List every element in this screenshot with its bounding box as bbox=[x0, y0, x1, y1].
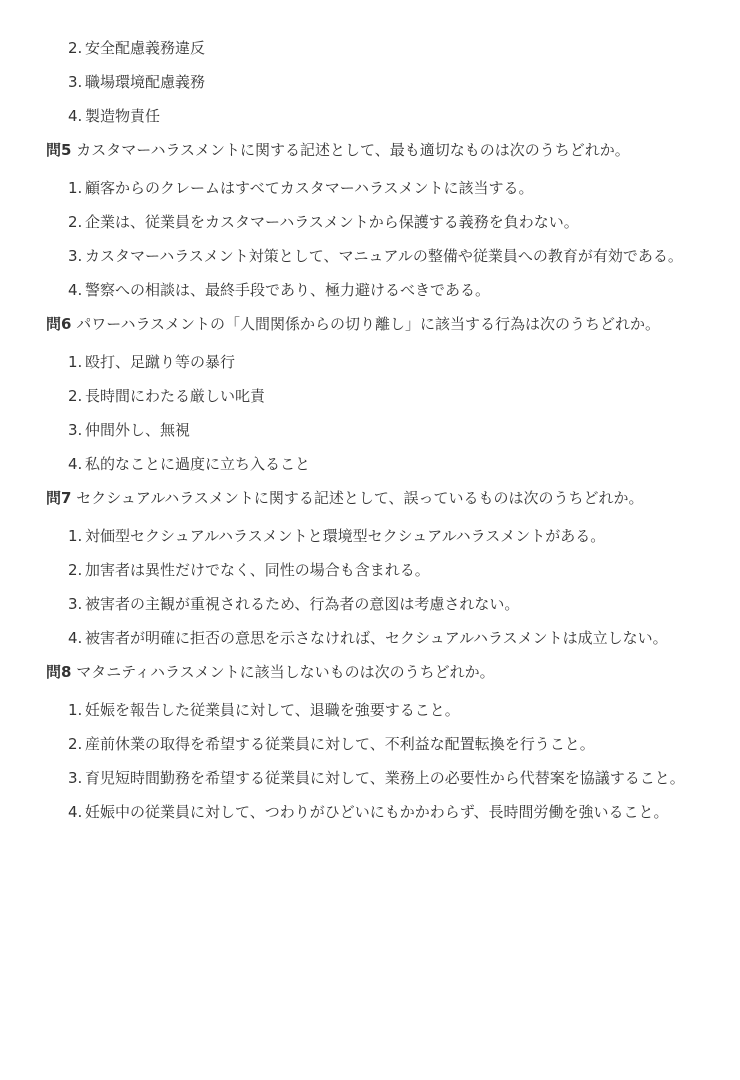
q6-option-list bbox=[46, 348, 710, 478]
question-number: 問6 bbox=[46, 315, 72, 333]
option-text: 企業は、従業員をカスタマーハラスメントから保護する義務を負わない。 bbox=[85, 213, 579, 231]
q4-option-list bbox=[46, 34, 710, 130]
list-item bbox=[68, 590, 710, 618]
option-text: 被害者の主観が重視されるため、行為者の意図は考慮されない。 bbox=[85, 595, 520, 613]
option-text: 製造物責任 bbox=[85, 107, 161, 125]
question-5 bbox=[46, 136, 710, 164]
option-number: 2. bbox=[68, 561, 83, 579]
list-item bbox=[68, 522, 710, 550]
list-item bbox=[68, 730, 710, 758]
list-item bbox=[68, 68, 710, 96]
option-text: 対価型セクシュアルハラスメントと環境型セクシュアルハラスメントがある。 bbox=[85, 527, 606, 545]
option-text: 被害者が明確に拒否の意思を示さなければ、セクシュアルハラスメントは成立しない。 bbox=[85, 629, 668, 647]
list-item bbox=[68, 348, 710, 376]
option-number: 3. bbox=[68, 247, 83, 265]
list-item bbox=[68, 416, 710, 444]
option-text: 加害者は異性だけでなく、同性の場合も含まれる。 bbox=[85, 561, 430, 579]
question-6 bbox=[46, 310, 710, 338]
question-number: 問7 bbox=[46, 489, 72, 507]
list-item bbox=[68, 382, 710, 410]
option-number: 4. bbox=[68, 803, 83, 821]
option-number: 2. bbox=[68, 39, 83, 57]
option-text: 育児短時間勤務を希望する従業員に対して、業務上の必要性から代替案を協議すること。 bbox=[85, 769, 685, 787]
q8-option-list bbox=[46, 696, 710, 826]
list-item bbox=[68, 450, 710, 478]
option-number: 3. bbox=[68, 421, 83, 439]
option-text: 妊娠中の従業員に対して、つわりがひどいにもかかわらず、長時間労働を強いること。 bbox=[85, 803, 669, 821]
option-text: 産前休業の取得を希望する従業員に対して、不利益な配置転換を行うこと。 bbox=[85, 735, 595, 753]
option-number: 2. bbox=[68, 387, 83, 405]
question-number: 問5 bbox=[46, 141, 72, 159]
option-text: 長時間にわたる厳しい叱責 bbox=[85, 387, 266, 405]
list-item bbox=[68, 764, 710, 792]
option-number: 2. bbox=[68, 213, 83, 231]
list-item bbox=[68, 276, 710, 304]
question-number: 問8 bbox=[46, 663, 72, 681]
option-number: 1. bbox=[68, 353, 83, 371]
option-text: 仲間外し、無視 bbox=[85, 421, 191, 439]
option-text: 私的なことに過度に立ち入ること bbox=[85, 455, 311, 473]
option-number: 1. bbox=[68, 179, 83, 197]
option-number: 4. bbox=[68, 281, 83, 299]
question-text: カスタマーハラスメントに関する記述として、最も適切なものは次のうちどれか。 bbox=[76, 141, 630, 159]
list-item bbox=[68, 102, 710, 130]
question-text: パワーハラスメントの「人間関係からの切り離し」に該当する行為は次のうちどれか。 bbox=[76, 315, 661, 333]
list-item bbox=[68, 556, 710, 584]
option-text: 殴打、足蹴り等の暴行 bbox=[85, 353, 236, 371]
option-number: 3. bbox=[68, 595, 83, 613]
option-number: 1. bbox=[68, 527, 83, 545]
question-7 bbox=[46, 484, 710, 512]
list-item bbox=[68, 798, 710, 826]
option-number: 4. bbox=[68, 629, 83, 647]
option-number: 3. bbox=[68, 769, 83, 787]
option-text: 顧客からのクレームはすべてカスタマーハラスメントに該当する。 bbox=[85, 179, 534, 197]
option-text: 妊娠を報告した従業員に対して、退職を強要すること。 bbox=[85, 701, 460, 719]
question-text: セクシュアルハラスメントに関する記述として、誤っているものは次のうちどれか。 bbox=[76, 489, 644, 507]
option-text: カスタマーハラスメント対策として、マニュアルの整備や従業員への教育が有効である。 bbox=[85, 247, 683, 265]
option-number: 1. bbox=[68, 701, 83, 719]
question-text: マタニティハラスメントに該当しないものは次のうちどれか。 bbox=[76, 663, 495, 681]
option-number: 4. bbox=[68, 107, 83, 125]
option-text: 安全配慮義務違反 bbox=[85, 39, 206, 57]
q7-option-list bbox=[46, 522, 710, 652]
q5-option-list bbox=[46, 174, 710, 304]
question-8 bbox=[46, 658, 710, 686]
list-item bbox=[68, 174, 710, 202]
list-item bbox=[68, 696, 710, 724]
option-number: 4. bbox=[68, 455, 83, 473]
list-item bbox=[68, 624, 710, 652]
list-item bbox=[68, 34, 710, 62]
option-number: 2. bbox=[68, 735, 83, 753]
list-item bbox=[68, 208, 710, 236]
option-text: 職場環境配慮義務 bbox=[85, 73, 206, 91]
option-text: 警察への相談は、最終手段であり、極力避けるべきである。 bbox=[85, 281, 491, 299]
option-number: 3. bbox=[68, 73, 83, 91]
list-item bbox=[68, 242, 710, 270]
